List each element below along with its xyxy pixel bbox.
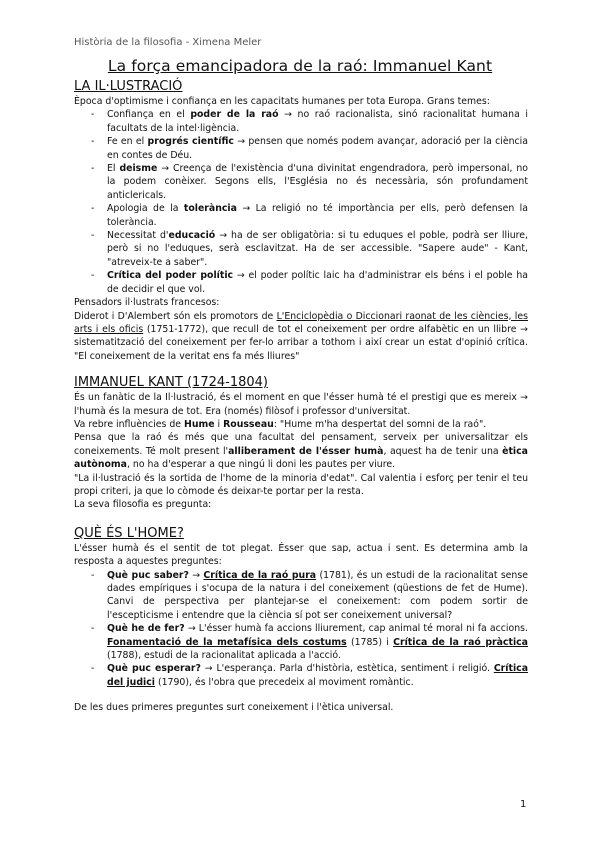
- list-item: - El deisme → Creença de l'existència d'una divinitat engendradora, però impersonal, no la podem conèixer. Segons ells, l'Església no és necessària, són profundament anticlericals.: [107, 162, 528, 202]
- kant-paragraph-4: "La il·lustració és la sortida de l'home de la minoria d'edat". Cal valentia i esforç per tenir el teu propi criteri, ja que lo còmode és deixar-te portar per la resta.: [74, 472, 528, 497]
- section-heading-kant: IMMANUEL KANT (1724-1804): [74, 375, 268, 391]
- page-number: 1: [520, 799, 527, 810]
- list-item: - Confiança en el poder de la raó → no raó racionalista, sinó racionalitat humana i facultats de la intel·ligència.: [107, 108, 528, 135]
- kant-paragraph-2: Va rebre influències de Hume i Rousseau: "Hume m'ha despertat del somni de la raó".: [74, 418, 487, 430]
- pensadors-label: Pensadors il·lustrats francesos:: [74, 297, 220, 309]
- list-item: - Fe en el progrés científic → pensen que només podem avançar, adoració per la ciència en contes de Déu.: [107, 135, 528, 162]
- diderot-paragraph: Diderot i D'Alembert són els promotors de L'Enciclopèdia o Diccionari raonat de les ciències, les arts i els oficis (1751-1772), que recull de tot el coneixement per ordre alfabètic en un llibre → sistematització del coneixement per fer-lo arribar a tothom i així crear un estat d'opinió crítica. "El coneixement de la veritat ens fa més lliures": [74, 310, 528, 362]
- list-item: - Què he de fer? → L'ésser humà fa accions lliurement, cap animal té moral ni fa accions. Fonamentació de la metafísica dels costums (1785) i Crítica de la raó pràctica (1788), estudi de la racionalitat aplicada a l'acció.: [107, 622, 528, 662]
- list-item: - Crítica del poder polític → el poder polític laic ha d'administrar els béns i el poble ha de decidir el que vol.: [107, 269, 528, 296]
- kant-paragraph-5: La seva filosofia es pregunta:: [74, 499, 212, 511]
- list-item: - Què puc saber? → Crítica de la raó pura (1781), és un estudi de la racionalitat sense dades empíriques i s'ocupa de la natura i del coneixement (qüestions de fet de Hume). Canvi de perspectiva per plantejar-se el coneixement: com podem sortir de l'escepticisme i entendre que la ciència sí pot ser coneixement universal?: [107, 569, 528, 623]
- list-item: - Apologia de la tolerància → La religió no té importància per ells, però defensen la tolerància.: [107, 202, 528, 229]
- list-item: - Necessitat d'educació → ha de ser obligatòria: si tu eduques el poble, podrà ser lliure, però si no l'eduques, serà esclavitzat. Ha de ser accessible. "Sapere aude" - Kant, "atreveix-te a saber".: [107, 229, 528, 269]
- document-body: [74, 79, 528, 715]
- document-title: La força emancipadora de la raó: Immanuel Kant: [107, 57, 493, 75]
- encyclopedia-title: L'Enciclopèdia o Diccionari raonat de les ciències, les arts i els oficis: [74, 310, 528, 335]
- illustracio-list: [74, 108, 528, 296]
- home-intro: L'ésser humà és el sentit de tot plegat. Ésser que sap, actua i sent. Es determina amb la resposta a aquestes preguntes:: [74, 542, 528, 568]
- closing-paragraph: De les dues primeres preguntes surt coneixement i l'ètica universal.: [74, 702, 394, 714]
- kant-paragraph-1: És un fanàtic de la Il·lustració, és el moment en que l'ésser humà té el prestigi que es mereix → l'humà és la mesura de tot. Era (només) filòsof i professor d'universitat.: [74, 392, 528, 417]
- running-header: Història de la filosofia - Ximena Meler: [74, 37, 262, 48]
- section-heading-illustracio: LA IL·LUSTRACIÓ: [74, 79, 183, 94]
- section-heading-home: QUÈ ÉS L'HOME?: [74, 525, 184, 541]
- kant-paragraph-3: Pensa que la raó és més que una facultat del pensament, serveix per universalitzar els coneixements. Té molt present l'alliberament de l'ésser humà, aquest ha de tenir una ètica autònoma, no ha d'esperar a que ningú li doni les pautes per viure.: [74, 432, 528, 471]
- list-item: - Què puc esperar? → L'esperança. Parla d'història, estètica, sentiment i religió. Crítica del judici (1790), és l'obra que precedeix al moviment romàntic.: [107, 662, 528, 689]
- illustracio-intro: Època d'optimisme i confiança en les capacitats humanes per tota Europa. Grans temes:: [74, 96, 490, 107]
- questions-list: [74, 569, 528, 690]
